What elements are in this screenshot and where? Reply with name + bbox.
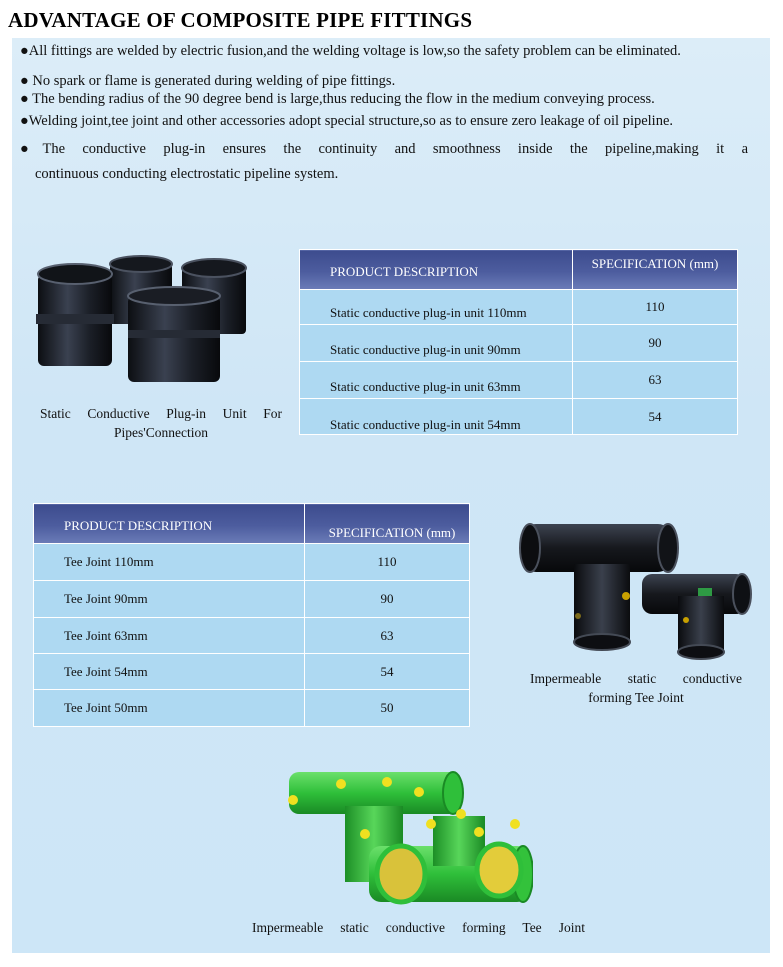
- table-row: [34, 618, 470, 654]
- bullet-item: ● No spark or flame is generated during welding of pipe fittings.: [20, 73, 396, 89]
- black-tee-joint-photo: [518, 516, 754, 660]
- row-spec: 90: [573, 325, 738, 362]
- page-title: ADVANTAGE OF COMPOSITE PIPE FITTINGS: [8, 8, 473, 32]
- header-product-description: PRODUCT DESCRIPTION: [300, 250, 573, 290]
- row-description: Static conductive plug-in unit 90mm: [300, 325, 573, 362]
- row-spec: 54: [305, 654, 470, 690]
- plugin-caption: Static Conductive Plug-in Unit For Pipes'Connection: [40, 406, 282, 440]
- tee-spec-table: [33, 503, 470, 727]
- plugin-unit-photo: [36, 254, 252, 384]
- bullet-continuation: continuous conducting electrostatic pipeline system.: [35, 166, 339, 182]
- table-row: [34, 654, 470, 690]
- row-spec: 54: [573, 399, 738, 435]
- green-tee-joint-photo: [283, 766, 533, 916]
- table-row: [300, 399, 738, 435]
- row-spec: 110: [305, 544, 470, 581]
- table-row: [34, 544, 470, 581]
- table-row: [300, 325, 738, 362]
- row-description: Tee Joint 63mm: [34, 618, 305, 654]
- header-specification: SPECIFICATION (mm): [573, 250, 738, 290]
- row-spec: 90: [305, 581, 470, 618]
- row-spec: 50: [305, 690, 470, 727]
- row-description: Tee Joint 110mm: [34, 544, 305, 581]
- row-description: Static conductive plug-in unit 54mm: [300, 399, 573, 435]
- header-product-description: PRODUCT DESCRIPTION: [34, 504, 305, 544]
- bullet-item: ●All fittings are welded by electric fusion,and the welding voltage is low,so the safety problem can be eliminated.: [20, 43, 681, 59]
- table-row: [34, 690, 470, 727]
- bullet-item: [20, 137, 748, 187]
- row-spec: 63: [573, 362, 738, 399]
- row-description: Tee Joint 50mm: [34, 690, 305, 727]
- row-description: Static conductive plug-in unit 63mm: [300, 362, 573, 399]
- row-description: Tee Joint 54mm: [34, 654, 305, 690]
- header-specification: SPECIFICATION (mm): [305, 504, 470, 544]
- green-tee-caption: Impermeable static conductive forming Tee Joint: [252, 920, 585, 935]
- table-row: [300, 290, 738, 325]
- black-tee-caption: Impermeable static conductive forming Tee Joint: [530, 671, 742, 705]
- row-description: Tee Joint 90mm: [34, 581, 305, 618]
- row-spec: 63: [305, 618, 470, 654]
- plugin-spec-table: [299, 249, 738, 435]
- table-row: [34, 581, 470, 618]
- row-spec: 110: [573, 290, 738, 325]
- bullet-item: ● The bending radius of the 90 degree bend is large,thus reducing the flow in the medium conveying process.: [20, 91, 655, 107]
- bullet-item: ●Welding joint,tee joint and other accessories adopt special structure,so as to ensure zero leakage of oil pipeline.: [20, 113, 674, 129]
- bullet-text: ●The conductive plug-in ensures the continuity and smoothness inside the pipeline,making it a: [20, 141, 748, 157]
- row-description: Static conductive plug-in unit 110mm: [300, 290, 573, 325]
- advantages-list: [20, 42, 748, 187]
- table-row: [300, 362, 738, 399]
